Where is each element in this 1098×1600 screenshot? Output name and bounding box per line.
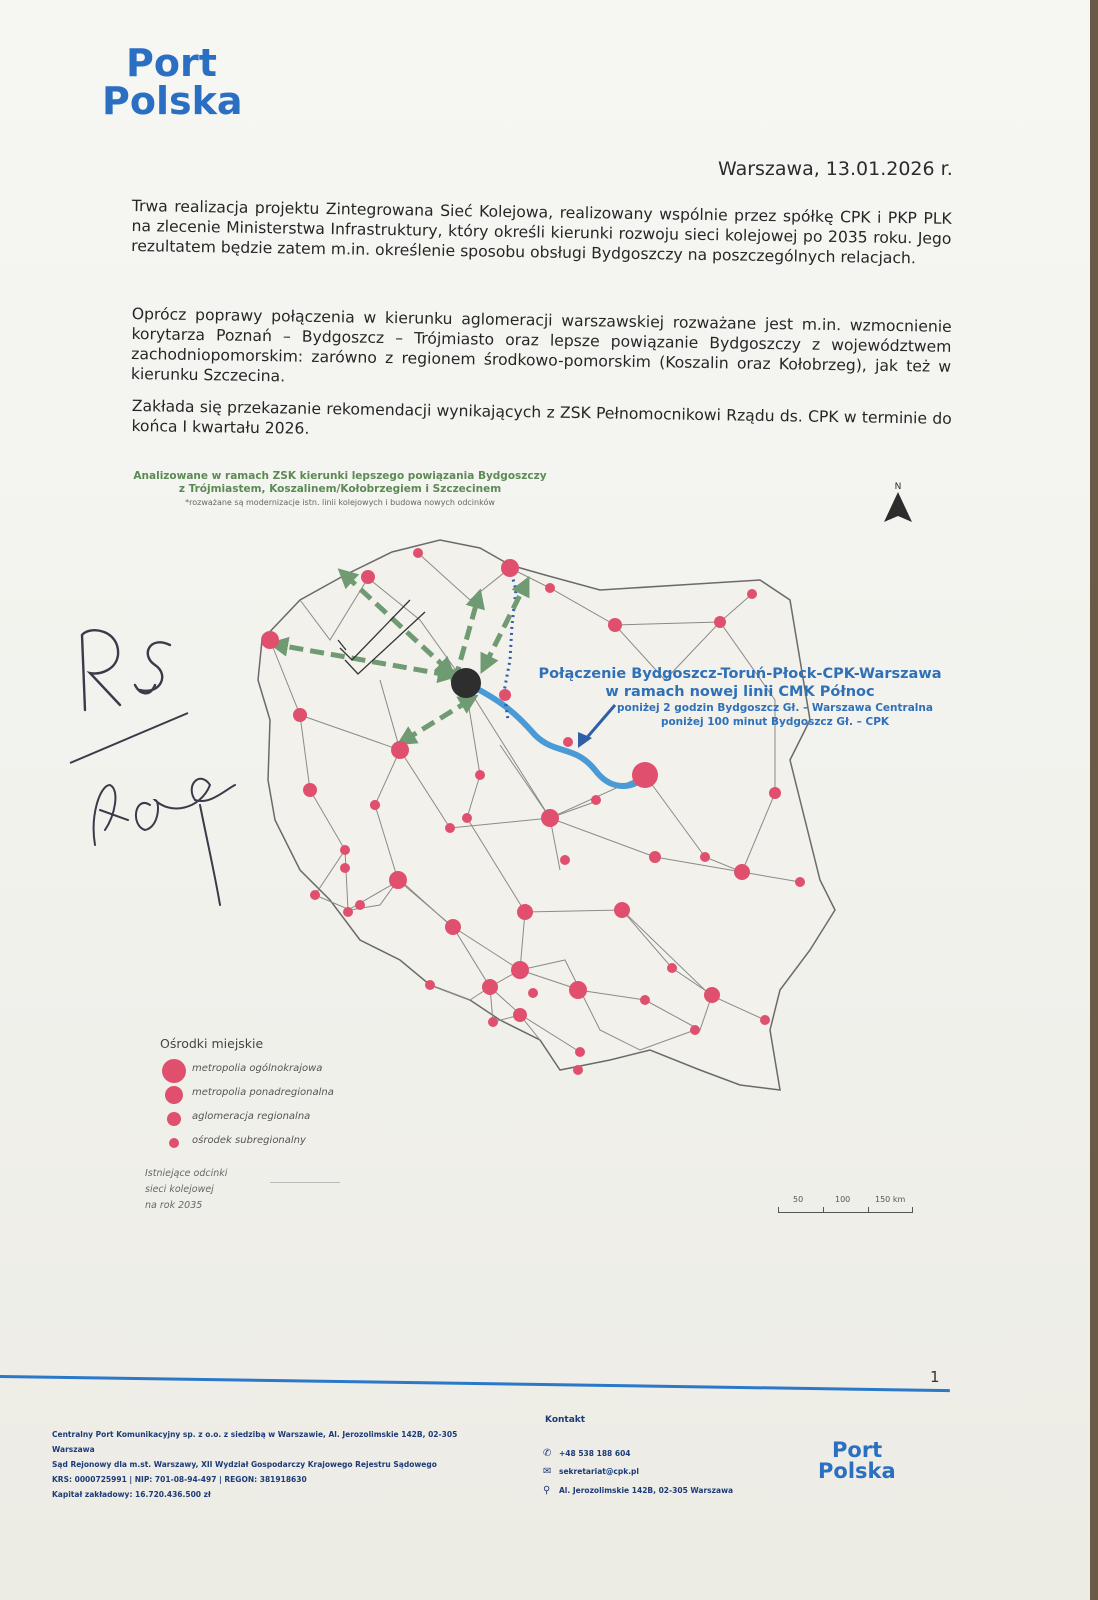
legend-row [160,1057,323,1081]
existing-line-3: na rok 2035 [145,1200,203,1211]
map-legend [160,1036,334,1153]
legend-dot-small [167,1112,181,1126]
paragraph-2: Oprócz poprawy połączenia w kierunku aglomeracji warszawskiej rozważane jest m.in. wzmocnienie korytarza Poznań – Bydgoszcz – Trójmiasto oraz lepsze powiązanie Bydgoszczy z województwem zachodniopomorskim: zarówno z regionem środkowo-pomorskim (Koszalin oraz Kołobrzeg), jak też w kierunku Szczecina. [130,304,952,386]
scale-tick [823,1207,824,1213]
page-number: 1 [930,1368,940,1386]
footer-logo [818,1440,896,1482]
legend-dot-medium [165,1086,183,1104]
bydgoszcz-hub [451,668,481,698]
callout-line-4: poniżej 100 minut Bydgoszcz Gł. – CPK [660,716,890,728]
city-szczecin [261,631,279,649]
city-gliwice [482,979,498,995]
company-line-2: Sąd Rejonowy dla m.st. Warszawy, XII Wydział Gospodarczy Krajowego Rejestru Sądowego [52,1460,437,1469]
city-wroclaw [389,871,407,889]
legend-row [160,1105,311,1129]
existing-line-1: Istniejące odcinki [145,1168,228,1179]
city-pila [293,708,307,722]
scale-line [778,1212,913,1213]
city-opole [445,919,461,935]
callout-line-2: w ramach nowej linii CMK Północ [605,684,875,700]
legend-label: aglomeracja regionalna [192,1111,311,1122]
legend-row [160,1081,334,1105]
contact-title: Kontakt [545,1415,586,1425]
city-nowy-sacz [575,1047,585,1057]
city-kalisz [462,813,472,823]
city-ostrow [445,823,455,833]
city-walbrzych [425,980,435,990]
logo-line-1: Port [126,41,217,85]
city-piotrkow [560,855,570,865]
city-biala [769,787,781,799]
city-gorzow [303,783,317,797]
callout-line-1: Połączenie Bydgoszcz-Toruń-Płock-CPK-Warszawa [538,666,942,682]
contact-email [543,1466,639,1477]
city-olsztyn [608,618,622,632]
paragraph-3: Zakłada się przekazanie rekomendacji wynikających z ZSK Pełnomocnikowi Rządu ds. CPK w terminie do końca I kwartału 2026. [131,396,952,438]
location-pin-icon: ⚲ [543,1485,551,1496]
city-suwalki [747,589,757,599]
legend-title: Ośrodki miejskie [160,1036,264,1051]
city-stalowa [667,963,677,973]
port-polska-logo [102,41,243,123]
legend-label: ośrodek subregionalny [192,1135,306,1146]
city-elk [714,616,726,628]
city-lublin [734,864,750,880]
paragraph-1: Trwa realizacja projektu Zintegrowana Sieć Kolejowa, realizowany wspólnie przez spółkę CPK i PKP PLK na zlecenie Ministerstwa Infrastruktury, który określi kierunki rozwoju sieci kolejowej po 2035 roku. Jego rezultatem będzie zatem m.in. określenie sposobu obsługi Bydgoszczy na poszczególnych relacjach. [131,196,952,268]
contact-address [543,1485,733,1496]
city-slupsk [413,548,423,558]
city-zielona [340,845,350,855]
cmk-callout [530,665,950,729]
north-compass [884,482,912,522]
handwritten-signature [60,615,260,915]
phone-number: +48 538 188 604 [559,1449,631,1458]
city-rzeszow [704,987,720,1003]
scale-label: 50 [793,1195,804,1204]
city-tarnow [640,995,650,1005]
mail-icon: ✉ [543,1466,552,1477]
city-tychy [528,988,538,998]
city-kielce [614,902,630,918]
legend-dot-tiny [169,1138,179,1148]
city-chelm [795,877,805,887]
contact-phone [543,1448,631,1459]
footer-logo-line-2: Polska [818,1459,896,1483]
scale-label: 100 [835,1195,851,1204]
city-elblag [545,583,555,593]
map-title-note: *rozważane są modernizacje istn. linii kolejowych i budowa nowych odcinków [185,498,495,507]
city-boleslawiec [310,890,320,900]
city-radom [649,851,661,863]
city-poznan [391,741,409,759]
email-address: sekretariat@cpk.pl [559,1467,639,1476]
logo-line-2: Polska [102,79,243,123]
city-koszalin [361,570,375,584]
map-title-line-1: Analizowane w ramach ZSK kierunki lepszego powiązania Bydgoszczy [133,470,547,482]
scale-label: 150 km [875,1195,906,1204]
city-krosno [690,1025,700,1035]
footer-logo-line-1: Port [832,1438,883,1462]
city-torun [499,689,511,701]
compass-label: N [894,482,902,492]
city-czestochowa [517,904,533,920]
address-text: Al. Jerozolimskie 142B, 02-305 Warszawa [559,1486,734,1495]
phone-icon: ✆ [543,1448,552,1459]
existing-line-2: sieci kolejowej [145,1184,214,1195]
company-line-4: Kapitał zakładowy: 16.720.436.500 zł [52,1490,211,1499]
city-lubin [355,900,365,910]
legend-dot-large [162,1059,186,1083]
company-line-1: Centralny Port Komunikacyjny sp. z o.o. z siedzibą w Warszawie, Al. Jerozolimskie 142B, 02-305 Warszawa [52,1430,458,1454]
legend-label: metropolia ogólnokrajowa [192,1063,323,1074]
city-pulawy [700,852,710,862]
city-gniezno [370,800,380,810]
map-title-line-2: z Trójmiastem, Koszalinem/Kołobrzegiem i Szczecinem [178,483,502,495]
existing-lines-swatch [270,1182,340,1183]
callout-line-3: poniżej 2 godzin Bydgoszcz Gł. – Warszawa Centralna [617,702,933,714]
city-krakow [569,981,587,999]
city-warszawa [632,762,658,788]
city-plock [591,795,601,805]
city-glogow [340,863,350,873]
company-info [52,1427,492,1502]
scale-tick [912,1207,913,1213]
city-lodz [541,809,559,827]
city-wloclawek [563,737,573,747]
legend-label: metropolia ponadregionalna [192,1087,334,1098]
city-gdansk [501,559,519,577]
existing-lines-legend [145,1166,227,1214]
city-przemysl [760,1015,770,1025]
city-katowice [511,961,529,979]
legend-row [160,1129,306,1153]
document-date: Warszawa, 13.01.2026 r. [718,158,953,180]
city-legnica [343,907,353,917]
footer-divider [0,1375,950,1392]
city-rybnik [488,1017,498,1027]
city-konin [475,770,485,780]
scale-tick [778,1207,779,1213]
scale-tick [868,1207,869,1213]
city-zakopane [573,1065,583,1075]
company-line-3: KRS: 0000725991 | NIP: 701-08-94-497 | REGON: 381918630 [52,1475,307,1484]
scale-bar [775,1195,915,1225]
city-bielsko [513,1008,527,1022]
